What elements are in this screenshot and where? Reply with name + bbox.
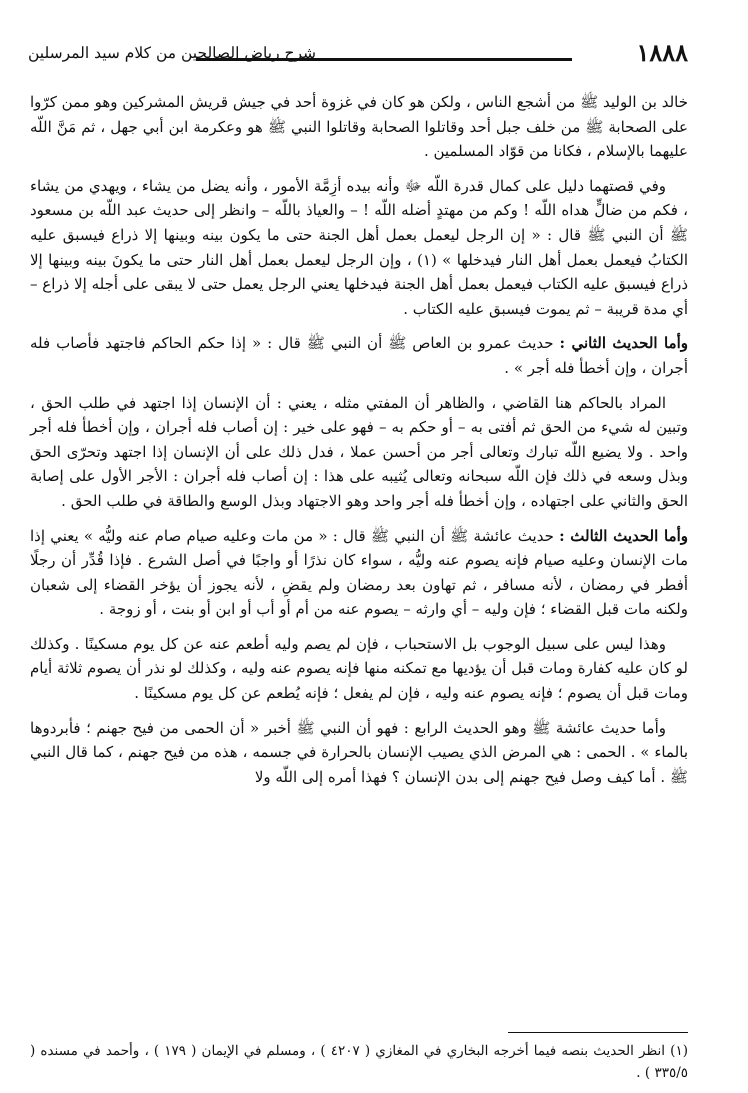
paragraph-5 bbox=[30, 524, 688, 622]
footnote-rule bbox=[508, 1032, 688, 1033]
footnote bbox=[30, 1040, 688, 1084]
page-number: ١٨٨٨ bbox=[636, 38, 688, 67]
paragraph-text: وفي قصتهما دليل على كمال قدرة اللّه ﷻ وأنه بيده أزِمَّة الأمور ، وأنه يضل من يشاء ، ويهدي من يشاء ، فكم من ضالٍّ هداه اللّه ! وكم من مهتدٍ أضله اللّه ! – والعياذ باللّه – وانظر إلى حديث عبد اللّه بن مسعود ﷺ أن النبي ﷺ قال : « إن الرجل ليعمل بعمل أهل الجنة حتى ما يكون بينه وبينها إلا ذراع فيسبق عليه الكتابُ فيعمل بعمل أهل النار فيدخلها » (١) ، وإن الرجل ليعمل بعمل أهل النار حتى ما يكونَ بينه وبينها إلا ذراع فيسبق عليه الكتاب فيعمل بعمل أهل الجنة فيدخلها يعني الرجل يعمل حتى لا يبقى على أجله إلا ذراع – أي مدة قريبة – ثم يموت فيسبق عليه الكتاب . bbox=[30, 176, 688, 318]
section-lead: وأما الحديث الثالث : bbox=[559, 526, 688, 545]
paragraph-4 bbox=[30, 391, 688, 514]
section-lead: وأما الحديث الثاني : bbox=[559, 334, 689, 353]
paragraph-text: حديث عائشة ﷺ أن النبي ﷺ قال : « من مات وعليه صيام صام عنه وليُّه » يعني إذا مات الإنسان وعليه صيام فإنه يصوم عنه وليُّه ، سواء كان نذرًا أو واجبًا في أصل الشرع . فإذا قُدِّر أن رجلًا أفطر في رمضان ، لأنه مسافر ، ثم تهاون بعد رمضان ولم يقضِ ، لأنه يجوز أن يؤخر القضاء إلى شعبان ولكنه مات قبل القضاء ؛ فإن وليه – أي وارثه – يصوم عنه من أم أو أب أو ابن أو بنت ، أو زوجة . bbox=[30, 526, 688, 619]
paragraph-text: وأما حديث عائشة ﷺ وهو الحديث الرابع : فهو أن النبي ﷺ أخبر « أن الحمى من فيح جهنم ؛ فأبردوها بالماء » . الحمى : هي المرض الذي يصيب الإنسان بالحرارة في جسمه ، هذه من فيح جهنم ، كما قال النبي ﷺ . أما كيف وصل فيح جهنم إلى بدن الإنسان ؟ فهذا أمره إلى اللّه ولا bbox=[30, 718, 688, 786]
paragraph-3 bbox=[30, 331, 688, 380]
paragraph-text: خالد بن الوليد ﷺ من أشجع الناس ، ولكن هو كان في غزوة أحد في جيش قريش المشركين وهو ممن كرّوا على الصحابة ﷺ من خلف جبل أحد وقاتلوا الصحابة وقاتلوا النبي ﷺ هو وعكرمة ابن أبي جهل ، ثم مَنَّ اللّه عليهما بالإسلام ، فكانا من قوّاد المسلمين . bbox=[30, 93, 688, 161]
page-body bbox=[30, 90, 688, 799]
paragraph-2 bbox=[30, 174, 688, 322]
page-header bbox=[28, 38, 688, 67]
paragraph-text: حديث عمرو بن العاص ﷺ أن النبي ﷺ قال : « إذا حكم الحاكم فاجتهد فأصاب فله أجران ، وإن أخطأ فله أجر » . bbox=[30, 334, 688, 377]
paragraph-7 bbox=[30, 716, 688, 790]
running-title: شرح رياض الصالحين من كلام سيد المرسلين bbox=[28, 43, 317, 62]
paragraph-6 bbox=[30, 632, 688, 706]
footnote-text: (١) انظر الحديث بنصه فيما أخرجه البخاري في المغازي ( ٤٢٠٧ ) ، ومسلم في الإيمان ( ١٧٩ ) ، وأحمد في مسنده ( ٣٣٥/٥ ) . bbox=[30, 1043, 688, 1081]
paragraph-text: المراد بالحاكم هنا القاضي ، والظاهر أن المفتي مثله ، يعني : أن الإنسان إذا اجتهد في طلب الحق ، وتبين له شيء من الحق ثم أفتى به – أو حكم به – فهو على خير : إن أصاب فله أجران ، وإن أخطأ فله أجر واحد . ولا يضيع اللّه تبارك وتعالى أجر من أحسن عملا ، فدل ذلك على أن الإنسان إذا اجتهد وتحرّى الحق وبذل وسعه في ذلك فإن اللّه سبحانه وتعالى يُثيبه على هذا : إن أصاب فله أجران : الأجر الأول على إصابة الحق والثاني على اجتهاده ، وإن أخطأ فله أجر واحد وهو الاجتهاد وبذل الوسع والطاقة في طلب الحق . bbox=[30, 393, 688, 510]
paragraph-1 bbox=[30, 90, 688, 164]
header-rule bbox=[196, 58, 572, 61]
paragraph-text: وهذا ليس على سبيل الوجوب بل الاستحباب ، فإن لم يصم وليه أطعم عنه عن كل يوم مسكينًا . وكذلك لو كان عليه كفارة ومات قبل أن يؤديها مع تمكنه منها فإنه يصوم عنه وليه ، وكذلك لو نذر أن يصوم ثلاثة أيام ومات قبل أن يصوم ؛ فإنه يصوم عنه وليه ، فإن لم يفعل ؛ فإنه يُطعم عن كل يوم مسكينًا . bbox=[29, 634, 688, 703]
